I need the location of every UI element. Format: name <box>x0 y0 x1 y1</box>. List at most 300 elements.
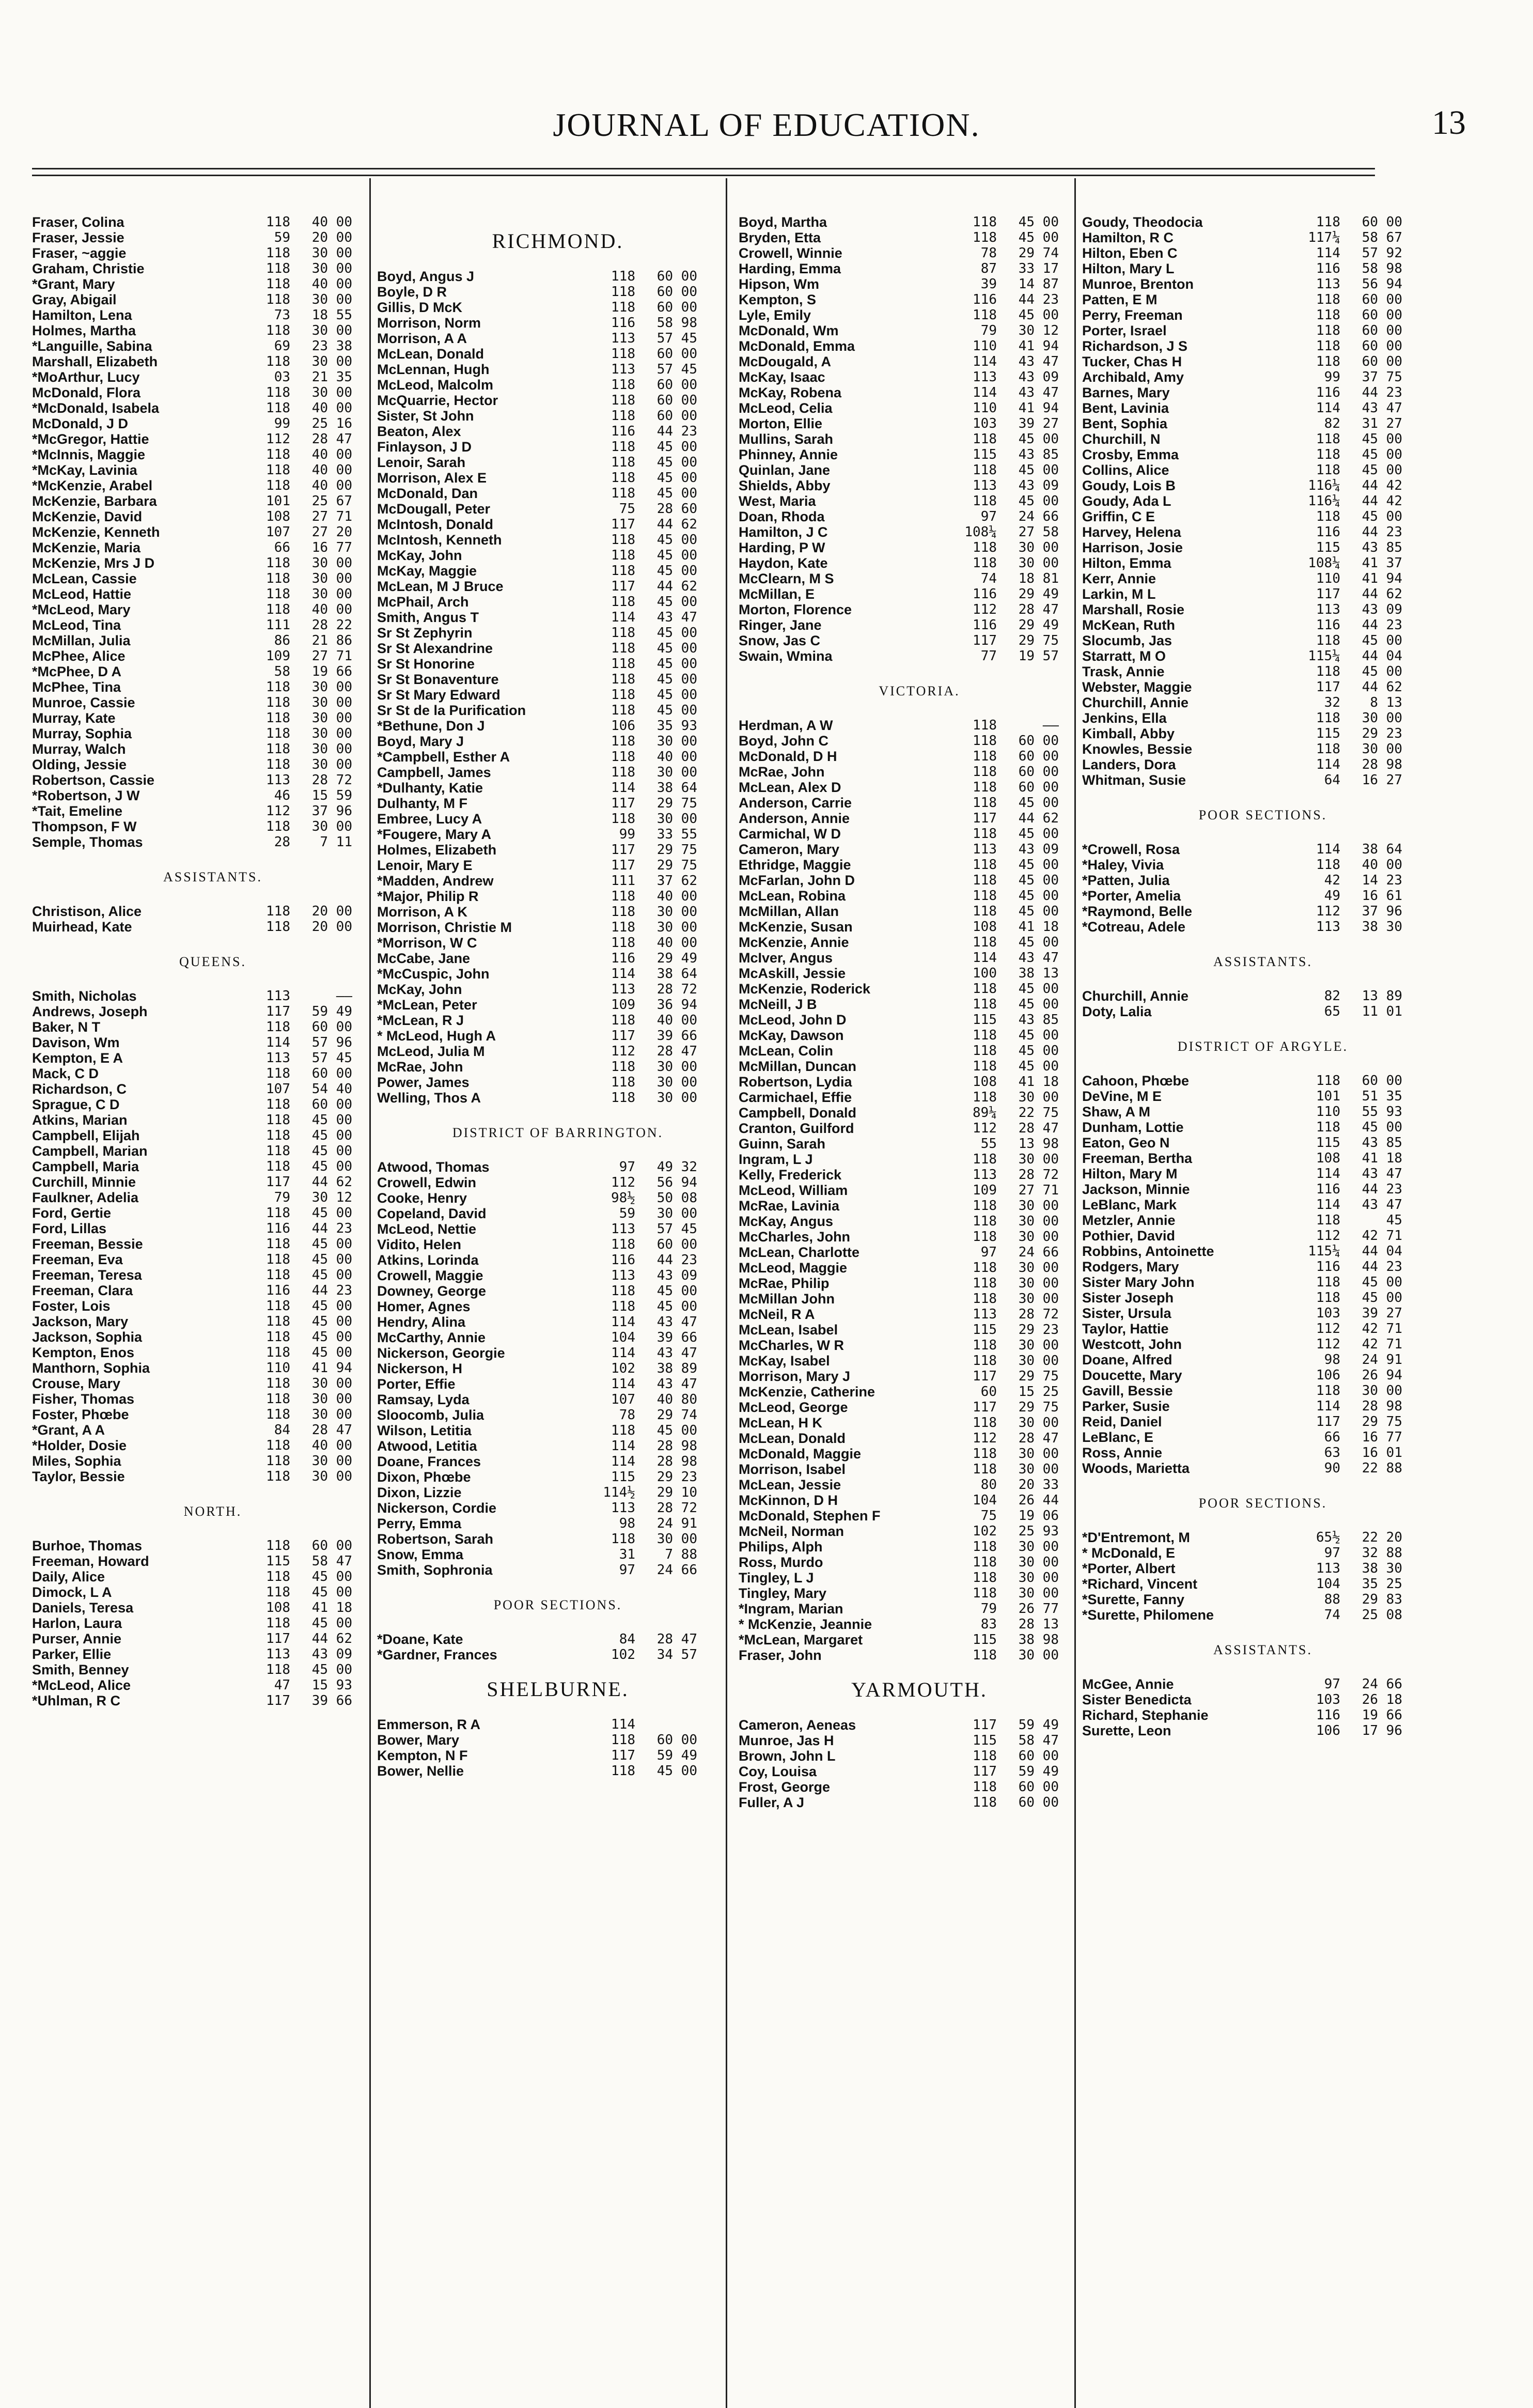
days-taught: 118 <box>266 276 290 292</box>
teacher-name: Snow, Emma <box>377 1547 464 1562</box>
teacher-name: *McGregor, Hattie <box>32 431 149 447</box>
teacher-name: Sr St Alexandrine <box>377 641 493 656</box>
table-row <box>32 1236 394 1252</box>
grant-amount: 28 98 <box>656 1454 697 1469</box>
teacher-name: Parker, Ellie <box>32 1646 112 1662</box>
table-row <box>739 749 1100 764</box>
table-row <box>377 625 739 641</box>
table-row <box>377 362 739 377</box>
days-taught: 118 <box>611 1423 635 1438</box>
teacher-name: Hamilton, J C <box>739 524 828 540</box>
teacher-name: McKay, Isabel <box>739 1353 830 1369</box>
header-rule <box>32 168 1375 169</box>
table-row <box>32 1662 394 1677</box>
table-row <box>32 524 394 540</box>
days-taught: 114 <box>1316 400 1340 416</box>
days-taught: 118 <box>973 1229 997 1245</box>
days-taught: 99 <box>274 416 290 431</box>
teacher-name: *McDonald, Isabela <box>32 400 160 416</box>
days-taught: 117 <box>1316 586 1340 602</box>
grant-amount: 59 49 <box>1018 1717 1059 1733</box>
grant-amount: 28 47 <box>311 1422 352 1438</box>
days-taught: 118 <box>973 1028 997 1043</box>
grant-amount: 60 00 <box>1018 1779 1059 1795</box>
table-row <box>377 997 739 1013</box>
table-row <box>1082 509 1444 524</box>
days-taught: 101 <box>266 493 290 509</box>
days-taught: 118 <box>266 1438 290 1453</box>
page-number: 13 <box>1432 104 1466 142</box>
days-taught: 84 <box>619 1632 635 1647</box>
table-row <box>1082 1399 1444 1414</box>
table-row <box>739 1183 1100 1198</box>
grant-amount: 30 00 <box>656 1090 697 1106</box>
teacher-name: *Morrison, W C <box>377 935 477 951</box>
days-taught: 118 <box>973 733 997 749</box>
days-taught: 118 <box>611 687 635 703</box>
days-taught: 117 <box>973 1764 997 1779</box>
days-taught: 66 <box>1324 1430 1340 1445</box>
grant-amount: 45 00 <box>1018 307 1059 323</box>
table-row <box>377 1206 739 1221</box>
teacher-name: Thompson, F W <box>32 819 137 834</box>
teacher-name: Sr St Zephyrin <box>377 625 473 641</box>
days-taught: 118 <box>611 904 635 920</box>
table-row <box>1082 230 1444 245</box>
days-taught: 118 <box>611 889 635 904</box>
grant-amount: 8 13 <box>1370 695 1402 710</box>
teacher-name: *Surette, Fanny <box>1082 1592 1185 1607</box>
days-taught: 118 <box>611 377 635 393</box>
days-taught: 88 <box>1324 1592 1340 1607</box>
grant-amount: 59 49 <box>656 1748 697 1763</box>
table-row <box>739 338 1100 354</box>
grant-amount: 45 00 <box>1362 509 1402 524</box>
teacher-name: Landers, Dora <box>1082 757 1176 772</box>
table-row <box>739 276 1100 292</box>
days-taught: 108 <box>973 919 997 935</box>
grant-amount: 30 00 <box>311 710 352 726</box>
days-taught: 118 <box>266 1205 290 1221</box>
days-taught: 86 <box>274 633 290 648</box>
days-taught: 118 <box>973 780 997 795</box>
table-row <box>32 904 394 919</box>
grant-amount: 45 00 <box>1018 1028 1059 1043</box>
table-row <box>1082 555 1444 571</box>
table-row <box>377 672 739 687</box>
table-row <box>32 1128 394 1143</box>
grant-amount: 30 00 <box>656 904 697 920</box>
grant-amount: 44 23 <box>1362 385 1402 400</box>
table-row <box>739 1400 1100 1415</box>
grant-amount: 16 77 <box>311 540 352 555</box>
teacher-name: Freeman, Clara <box>32 1283 133 1298</box>
teacher-name: Hamilton, R C <box>1082 230 1174 245</box>
grant-amount: 29 49 <box>1018 586 1059 602</box>
grant-amount: 30 00 <box>1018 1338 1059 1353</box>
grant-amount: 60 00 <box>1362 214 1402 230</box>
days-taught: 31 <box>619 1547 635 1562</box>
grant-amount: 58 98 <box>1362 261 1402 276</box>
teacher-name: LeBlanc, E <box>1082 1430 1154 1445</box>
teacher-name: Holmes, Martha <box>32 323 136 338</box>
teacher-name: Lenoir, Mary E <box>377 858 473 873</box>
grant-amount: 45 00 <box>656 1763 697 1779</box>
days-taught: 118 <box>266 1252 290 1267</box>
grant-amount: 45 00 <box>1018 857 1059 873</box>
grant-amount: 18 81 <box>1018 571 1059 586</box>
grant-amount: 60 00 <box>1362 354 1402 369</box>
table-row <box>377 315 739 331</box>
days-taught: 116 <box>1316 617 1340 633</box>
days-taught: 118 <box>1316 447 1340 462</box>
grant-amount: 28 22 <box>311 617 352 633</box>
table-row <box>739 1462 1100 1477</box>
days-taught: 116 <box>266 1283 290 1298</box>
teacher-name: McLeod, Tina <box>32 617 121 633</box>
table-row <box>32 726 394 741</box>
table-row <box>32 1143 394 1159</box>
table-row <box>1082 1182 1444 1197</box>
teacher-name: Sister, St John <box>377 408 474 424</box>
table-row <box>377 703 739 718</box>
table-row <box>32 214 394 230</box>
teacher-name: *Gardner, Frances <box>377 1647 497 1663</box>
days-taught: 118 <box>973 555 997 571</box>
days-taught: 113 <box>266 772 290 788</box>
table-row <box>739 1121 1100 1136</box>
teacher-name: Gray, Abigail <box>32 292 117 307</box>
grant-amount: 22 88 <box>1362 1461 1402 1476</box>
grant-amount: 21 86 <box>311 633 352 648</box>
table-row <box>1082 478 1444 493</box>
grant-amount: 42 71 <box>1362 1228 1402 1244</box>
days-taught: 118 <box>266 447 290 462</box>
table-row <box>1082 1352 1444 1368</box>
days-taught: 118 <box>1316 1383 1340 1399</box>
table-row <box>739 1105 1100 1121</box>
grant-amount: 45 00 <box>656 1283 697 1299</box>
teacher-name: Robertson, Lydia <box>739 1074 852 1090</box>
table-row <box>739 811 1100 826</box>
table-row <box>32 1584 394 1600</box>
table-row <box>1082 919 1444 935</box>
teacher-name: Hilton, Emma <box>1082 555 1171 571</box>
days-taught: 118 <box>611 594 635 610</box>
days-taught: 114 <box>973 385 997 400</box>
table-row <box>32 664 394 679</box>
teacher-name: McLeod, Celia <box>739 400 833 416</box>
table-row <box>32 1314 394 1329</box>
days-taught: 118 <box>611 1732 635 1748</box>
table-row <box>739 1322 1100 1338</box>
teacher-name: Coy, Louisa <box>739 1764 817 1779</box>
grant-amount: 30 00 <box>311 586 352 602</box>
teacher-name: Dixon, Phœbe <box>377 1469 471 1485</box>
days-taught: 113 <box>973 369 997 385</box>
teacher-name: Quinlan, Jane <box>739 462 831 478</box>
grant-amount: 29 74 <box>656 1407 697 1423</box>
grant-amount: 13 89 <box>1362 988 1402 1004</box>
grant-amount: 30 00 <box>656 920 697 935</box>
grant-amount: 26 77 <box>1018 1601 1059 1617</box>
grant-amount: 30 00 <box>311 695 352 710</box>
teacher-name: *Madden, Andrew <box>377 873 494 889</box>
days-taught: 117 <box>1316 1414 1340 1430</box>
table-row <box>32 1081 394 1097</box>
teacher-name: *Raymond, Belle <box>1082 904 1193 919</box>
teacher-name: Andrews, Joseph <box>32 1004 148 1019</box>
teacher-name: Parker, Susie <box>1082 1399 1170 1414</box>
section-heading: RICHMOND. <box>492 229 624 253</box>
table-row <box>739 1276 1100 1291</box>
teacher-name: McDonald, Emma <box>739 338 855 354</box>
grant-amount: 28 72 <box>656 982 697 997</box>
days-taught: 118 <box>611 734 635 749</box>
table-row <box>377 1531 739 1547</box>
grant-amount: 60 00 <box>1018 764 1059 780</box>
table-row <box>739 718 1100 733</box>
table-row <box>32 1553 394 1569</box>
days-taught: 114 <box>611 966 635 982</box>
grant-amount: 30 00 <box>1018 1446 1059 1462</box>
grant-amount: 15 25 <box>1018 1384 1059 1400</box>
days-taught: 107 <box>611 1392 635 1407</box>
grant-amount: 30 00 <box>1018 1353 1059 1369</box>
teacher-name: Surette, Leon <box>1082 1723 1171 1738</box>
days-taught: 109 <box>611 997 635 1013</box>
table-row <box>377 1763 739 1779</box>
table-row <box>739 1384 1100 1400</box>
table-row <box>377 734 739 749</box>
teacher-name: Haydon, Kate <box>739 555 828 571</box>
table-row <box>32 1376 394 1391</box>
table-row <box>1082 1576 1444 1592</box>
grant-amount: —— <box>336 988 352 1004</box>
table-row <box>32 338 394 354</box>
days-taught: 118 <box>973 718 997 733</box>
teacher-name: McLean, Isabel <box>739 1322 838 1338</box>
days-taught: 118 <box>973 826 997 842</box>
grant-amount: 60 00 <box>656 1732 697 1748</box>
teacher-name: Perry, Freeman <box>1082 307 1183 323</box>
days-taught: 79 <box>980 1601 997 1617</box>
grant-amount: 42 71 <box>1362 1337 1402 1352</box>
days-taught: 118 <box>973 1276 997 1291</box>
teacher-name: McKenzie, Barbara <box>32 493 157 509</box>
days-taught: 118 <box>1316 323 1340 338</box>
table-row <box>32 1569 394 1584</box>
table-row <box>1082 323 1444 338</box>
table-row <box>739 1167 1100 1183</box>
teacher-name: Ringer, Jane <box>739 617 822 633</box>
days-taught: 118 <box>611 1299 635 1314</box>
grant-amount: 30 00 <box>1018 555 1059 571</box>
grant-amount: 60 00 <box>311 1019 352 1035</box>
teacher-name: Churchill, Annie <box>1082 695 1189 710</box>
table-row <box>1082 1089 1444 1104</box>
days-taught: 114½ <box>603 1485 635 1500</box>
table-row <box>1082 1004 1444 1019</box>
teacher-name: *Holder, Dosie <box>32 1438 127 1453</box>
grant-amount: 28 72 <box>1018 1307 1059 1322</box>
days-taught: 113 <box>1316 919 1340 935</box>
teacher-name: McNeil, Norman <box>739 1524 844 1539</box>
days-taught: 113 <box>1316 602 1340 617</box>
table-row <box>32 679 394 695</box>
teacher-name: Archibald, Amy <box>1082 369 1184 385</box>
teacher-name: Baker, N T <box>32 1019 101 1035</box>
grant-amount: 43 47 <box>1362 400 1402 416</box>
grant-amount: 30 00 <box>1018 1214 1059 1229</box>
grant-amount: 41 18 <box>1362 1151 1402 1166</box>
table-row <box>1082 772 1444 788</box>
grant-amount: 40 00 <box>1362 857 1402 873</box>
teacher-name: Ford, Lillas <box>32 1221 107 1236</box>
grant-amount: 28 98 <box>1362 1399 1402 1414</box>
teacher-name: Boyd, Angus J <box>377 269 475 284</box>
grant-amount: 44 23 <box>311 1283 352 1298</box>
days-taught: 117 <box>266 1693 290 1708</box>
days-taught: 110 <box>973 400 997 416</box>
grant-amount: 58 47 <box>1018 1733 1059 1748</box>
teacher-name: Fraser, John <box>739 1648 822 1663</box>
days-taught: 118 <box>1316 1213 1340 1228</box>
days-taught: 46 <box>274 788 290 803</box>
grant-amount: 30 00 <box>656 1531 697 1547</box>
table-row <box>32 1174 394 1190</box>
section-heading: QUEENS. <box>179 954 247 969</box>
grant-amount: 43 47 <box>656 1314 697 1330</box>
table-row <box>739 1152 1100 1167</box>
teacher-name: Ross, Annie <box>1082 1445 1163 1461</box>
table-row <box>377 1237 739 1252</box>
grant-amount: 45 00 <box>311 1252 352 1267</box>
days-taught: 118 <box>266 1066 290 1081</box>
days-taught: 116 <box>973 586 997 602</box>
days-taught: 112 <box>1316 904 1340 919</box>
days-taught: 118 <box>973 230 997 245</box>
table-row <box>377 424 739 439</box>
teacher-name: Crouse, Mary <box>32 1376 121 1391</box>
days-taught: 102 <box>611 1647 635 1663</box>
table-row <box>739 1524 1100 1539</box>
grant-amount: 44 23 <box>1362 617 1402 633</box>
grant-amount: 38 64 <box>656 780 697 796</box>
table-row <box>377 842 739 858</box>
teacher-name: Freeman, Bertha <box>1082 1151 1193 1166</box>
days-taught: 118 <box>611 672 635 687</box>
table-row <box>32 757 394 772</box>
grant-amount: 19 06 <box>1018 1508 1059 1524</box>
grant-amount: 40 00 <box>311 214 352 230</box>
table-row <box>739 1617 1100 1632</box>
table-row <box>739 509 1100 524</box>
table-row <box>1082 857 1444 873</box>
grant-amount: 40 00 <box>656 749 697 765</box>
table-row <box>1082 586 1444 602</box>
table-row <box>377 393 739 408</box>
teacher-name: Morton, Florence <box>739 602 852 617</box>
days-taught: 113 <box>611 1221 635 1237</box>
table-row <box>1082 1135 1444 1151</box>
days-taught: 118 <box>266 1097 290 1112</box>
teacher-name: Shields, Abby <box>739 478 831 493</box>
column-3 <box>739 214 1100 1810</box>
grant-amount: 30 00 <box>311 385 352 400</box>
days-taught: 118 <box>611 1531 635 1547</box>
grant-amount: 44 42 <box>1362 478 1402 493</box>
grant-amount: 30 00 <box>1018 1152 1059 1167</box>
grant-amount: 36 94 <box>656 997 697 1013</box>
days-taught: 99 <box>1324 369 1340 385</box>
days-taught: 112 <box>973 1121 997 1136</box>
grant-amount: 43 09 <box>1018 369 1059 385</box>
grant-amount: 43 47 <box>1018 354 1059 369</box>
table-row <box>32 478 394 493</box>
days-taught: 73 <box>274 307 290 323</box>
days-taught: 118 <box>611 486 635 501</box>
teacher-name: Doan, Rhoda <box>739 509 825 524</box>
grant-amount: 35 93 <box>656 718 697 734</box>
grant-amount: 43 47 <box>1018 385 1059 400</box>
days-taught: 113 <box>973 1307 997 1322</box>
days-taught: 118 <box>266 1407 290 1422</box>
teacher-name: McDonald, D H <box>739 749 837 764</box>
grant-amount: 29 49 <box>1018 617 1059 633</box>
teacher-name: McKay, John <box>377 982 462 997</box>
teacher-name: McLean, Jessie <box>739 1477 841 1493</box>
days-taught: 58 <box>274 664 290 679</box>
table-row <box>377 1392 739 1407</box>
grant-amount: 45 00 <box>1362 447 1402 462</box>
table-row <box>1082 842 1444 857</box>
days-taught: 118 <box>266 1267 290 1283</box>
teacher-name: Morrison, Alex E <box>377 470 487 486</box>
table-row <box>377 1454 739 1469</box>
table-row <box>739 1229 1100 1245</box>
days-taught: 117 <box>266 1631 290 1646</box>
days-taught: 82 <box>1324 416 1340 431</box>
grant-amount: 38 89 <box>656 1361 697 1376</box>
teacher-name: McCharles, W R <box>739 1338 844 1353</box>
days-taught: 118 <box>266 323 290 338</box>
days-taught: 118 <box>266 695 290 710</box>
teacher-name: Richardson, C <box>32 1081 127 1097</box>
teacher-name: Sister Joseph <box>1082 1290 1174 1306</box>
days-taught: 118 <box>266 1569 290 1584</box>
table-row <box>32 803 394 819</box>
teacher-name: Snow, Jas C <box>739 633 821 648</box>
grant-amount: 41 94 <box>1018 400 1059 416</box>
table-row <box>1082 447 1444 462</box>
table-row <box>739 400 1100 416</box>
teacher-name: Whitman, Susie <box>1082 772 1186 788</box>
days-taught: 90 <box>1324 1461 1340 1476</box>
grant-amount: 24 66 <box>656 1562 697 1578</box>
teacher-name: Pothier, David <box>1082 1228 1176 1244</box>
teacher-name: Westcott, John <box>1082 1337 1182 1352</box>
days-taught: 114 <box>611 610 635 625</box>
grant-amount: 13 98 <box>1018 1136 1059 1152</box>
grant-amount: 54 40 <box>311 1081 352 1097</box>
days-taught: 118 <box>973 1462 997 1477</box>
teacher-name: McLean, Alex D <box>739 780 841 795</box>
table-row <box>1082 261 1444 276</box>
days-taught: 97 <box>619 1562 635 1578</box>
teacher-name: Kempton, Enos <box>32 1345 135 1360</box>
teacher-name: McDonald, Dan <box>377 486 478 501</box>
